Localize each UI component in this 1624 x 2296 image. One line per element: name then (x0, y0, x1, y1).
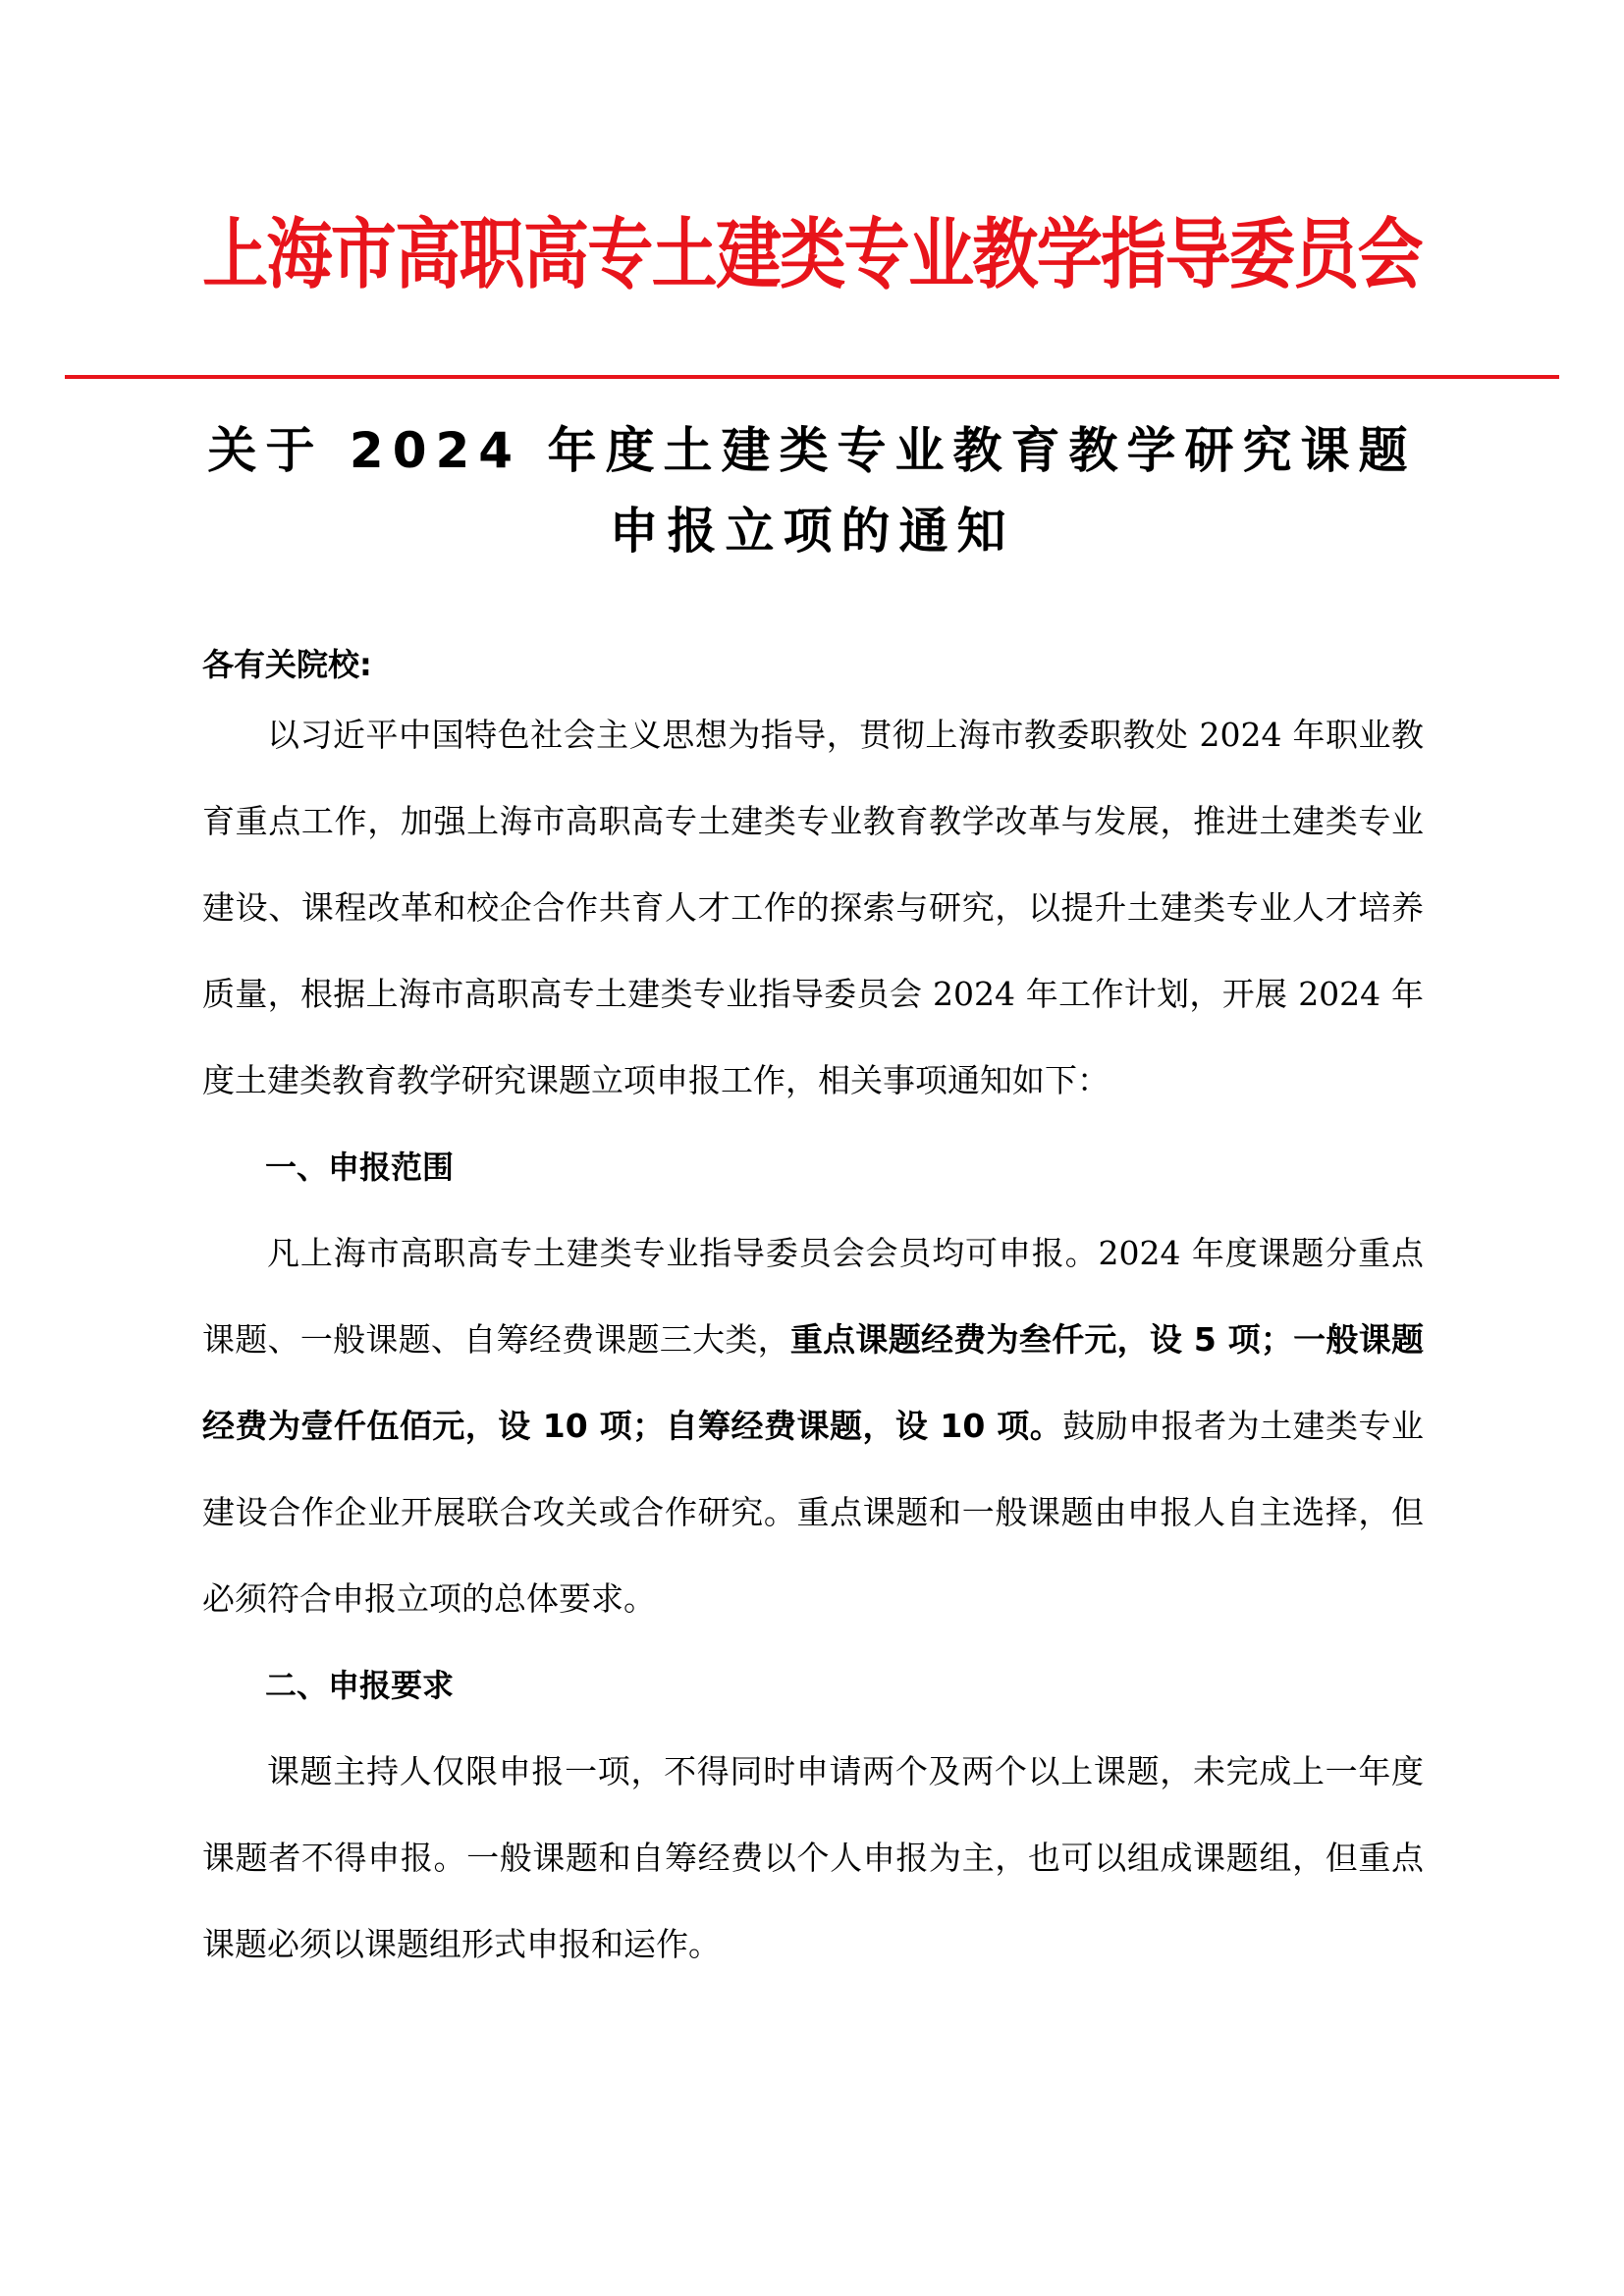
scope-paragraph (202, 1210, 1424, 1642)
intro-paragraph: 以习近平中国特色社会主义思想为指导，贯彻上海市教委职教处 2024 年职业教育重点工作，加强上海市高职高专土建类专业教育教学改革与发展，推进土建类专业建设、课程改革和校企合作共育人才工作的探索与研究，以提升土建类专业人才培养质量，根据上海市高职高专土建类专业指导委员会 2024 年工作计划，开展 2024 年度土建类教育教学研究课题立项申报工作，相关事项通知如下： (202, 716, 1424, 1099)
scope-text-after: 鼓励申报者为土建类专业建设合作企业开展联合攻关或合作研究。重点课题和一般课题由申报人自主选择，但必须符合申报立项的总体要求。 (202, 1407, 1424, 1618)
scope-funding-bold: 重点课题经费为叁仟元，设 5 项；一般课题经费为壹仟伍佰元，设 10 项；自筹经费课题，设 10 项。 (202, 1320, 1424, 1445)
section-heading-scope: 一、申报范围 (265, 1148, 455, 1186)
salutation: 各有关院校: (202, 646, 372, 683)
notice-title: 关于 2024 年度土建类专业教育教学研究课题申报立项的通知 (207, 422, 1417, 560)
section-heading-requirements: 二、申报要求 (265, 1667, 455, 1704)
requirements-paragraph: 课题主持人仅限申报一项，不得同时申请两个及两个以上课题，未完成上一年度课题者不得申报。一般课题和自筹经费以个人申报为主，也可以组成课题组，但重点课题必须以课题组形式申报和运作。 (202, 1752, 1424, 1963)
scope-text-before: 凡上海市高职高专土建类专业指导委员会会员均可申报。2024 年度课题分重点课题、一般课题、自筹经费课题三大类， (202, 1234, 1424, 1359)
masthead-title: 上海市高职高专土建类专业教学指导委员会 (202, 211, 1422, 299)
notice-body (202, 692, 1424, 1988)
red-divider (65, 375, 1559, 379)
